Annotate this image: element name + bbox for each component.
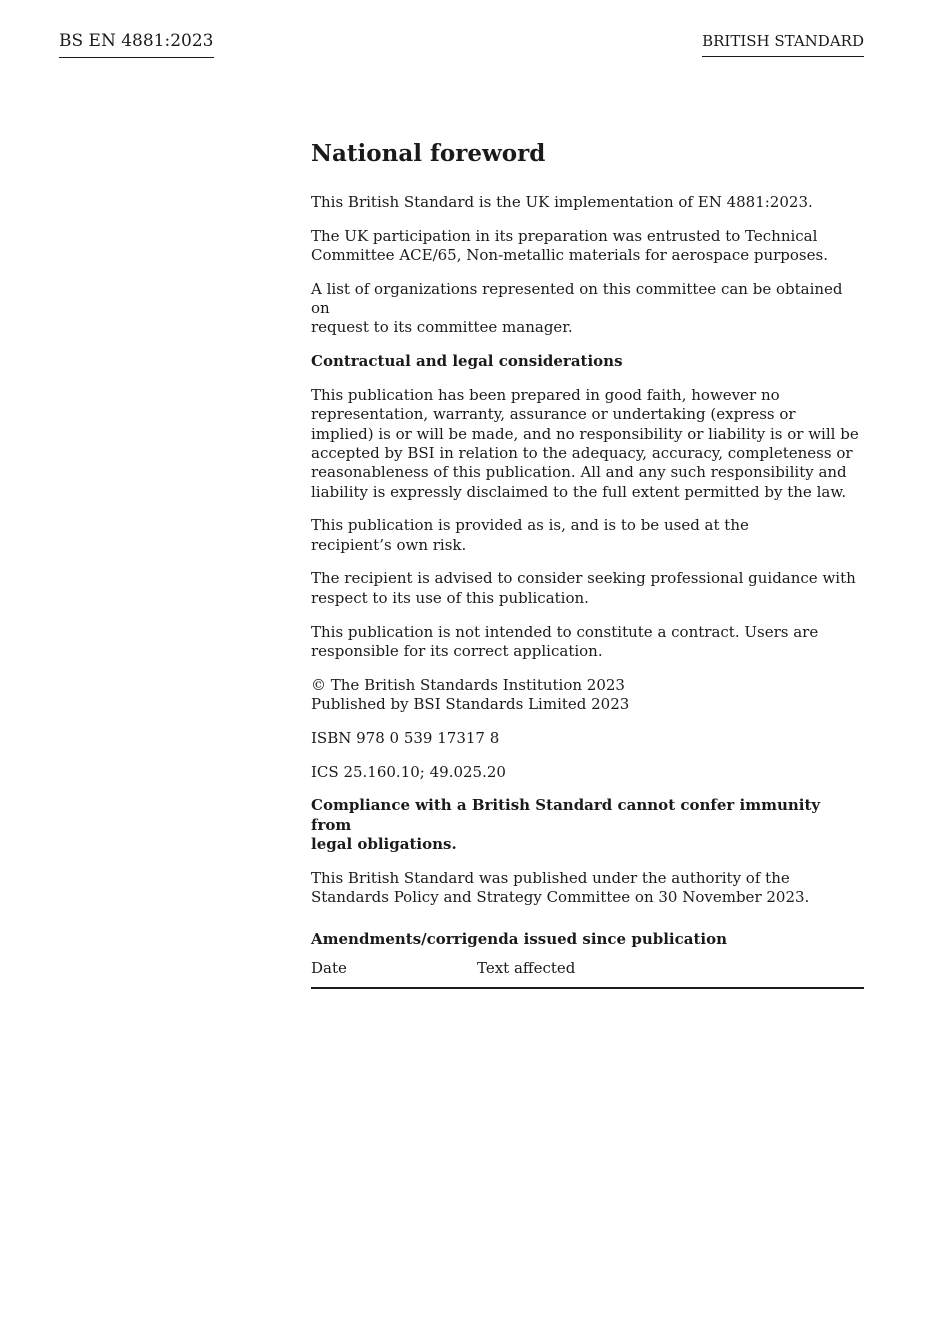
committee-paragraph: The UK participation in its preparation was entrusted to Technical Committee ACE/65, Non-metallic materials for aerospace purposes. <box>311 226 828 265</box>
column-header-date: Date <box>311 959 477 988</box>
ics-paragraph: ICS 25.160.10; 49.025.20 <box>311 762 506 781</box>
authority-paragraph: This British Standard was published under the authority of the Standards Policy and Strategy Committee on 30 November 2023. <box>311 868 810 907</box>
as-is-paragraph: This publication is provided as is, and is to be used at the recipient’s own risk. <box>311 516 749 554</box>
document-type-label: BRITISH STANDARD <box>702 31 864 57</box>
copyright-paragraph <box>311 676 864 715</box>
compliance-paragraph: Compliance with a British Standard cannot confer immunity from legal obligations. <box>311 796 821 853</box>
implementation-paragraph: This British Standard is the UK implementation of EN 4881:2023. <box>311 193 813 211</box>
amendments-table <box>311 959 864 989</box>
isbn-paragraph: ISBN 978 0 539 17317 8 <box>311 728 500 747</box>
national-foreword-section <box>311 139 864 989</box>
copyright-notice: © The British Standards Institution 2023 <box>311 675 625 694</box>
contractual-heading: Contractual and legal considerations <box>311 352 623 371</box>
publisher-notice: Published by BSI Standards Limited 2023 <box>311 694 630 713</box>
amendments-header-row <box>311 959 864 988</box>
document-number: BS EN 4881:2023 <box>59 30 214 58</box>
guidance-paragraph: The recipient is advised to consider seeking professional guidance with respect to its use of this publication. <box>311 569 856 607</box>
organizations-list-paragraph: A list of organizations represented on this committee can be obtained on request to its committee manager. <box>311 279 843 337</box>
page-title: National foreword <box>311 140 546 167</box>
good-faith-paragraph: This publication has been prepared in good faith, however no representation, warranty, assurance or undertaking (express or implied) is or will be made, and no responsibility or liability is or will be accepted by BSI in relation to the adequacy, accuracy, completeness or reasonableness of this publication. All and any such responsibility and liability is expressly disclaimed to the full extent permitted by the law. <box>311 386 859 501</box>
column-header-text-affected: Text affected <box>477 959 864 988</box>
contract-paragraph: This publication is not intended to constitute a contract. Users are responsible for its correct application. <box>311 622 819 660</box>
amendments-heading: Amendments/corrigenda issued since publication <box>311 930 727 949</box>
